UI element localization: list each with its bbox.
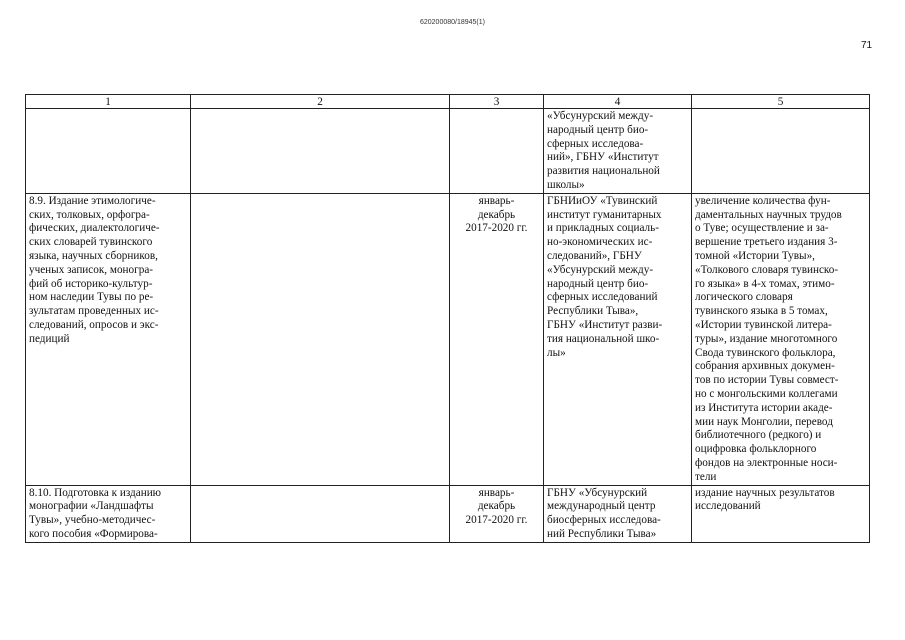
cell-text-line: из Института истории акаде- (695, 401, 833, 414)
cell-text-line: педиций (29, 332, 70, 345)
cell-text-line: следований, опросов и экс- (29, 318, 159, 331)
cell-text-line: туры», издание многотомного (695, 332, 838, 345)
table-row (26, 109, 870, 194)
cell-text-line: издание научных результатов (695, 486, 835, 499)
cell-text-line: сферных исследований (547, 291, 658, 304)
cell-text-line: ских словарей тувинского (29, 236, 153, 249)
column-header: 4 (544, 95, 692, 109)
table-row (26, 193, 870, 485)
period-cell (450, 485, 544, 542)
table-row (26, 485, 870, 542)
cell-text-line: Свода тувинского фольклора, (695, 346, 836, 359)
activity-cell (26, 193, 191, 485)
cell-text-line: 2017-2020 гг. (465, 514, 528, 527)
cell-text-line: ученых записок, моногра- (29, 263, 154, 276)
executor-cell (544, 109, 692, 194)
cell-text-line: о Туве; осуществление и за- (695, 222, 829, 235)
cell-text-line: ний Республики Тыва» (547, 527, 657, 540)
cell-text-line: международный центр (547, 500, 656, 513)
cell-text-line: народный центр био- (547, 123, 649, 136)
cell-text-line: ГБНУ «Институт разви- (547, 318, 663, 331)
cell-text-line: увеличение количества фун- (695, 194, 831, 207)
cell-text-line: языка, научных сборников, (29, 249, 158, 262)
cell-text-line: Тувы», учебно-методичес- (29, 514, 156, 527)
cell-text-line: кого пособия «Формирова- (29, 527, 158, 540)
activity-cell (26, 485, 191, 542)
result-cell (692, 109, 870, 194)
executor-cell (544, 193, 692, 485)
cell-text-line: вершение третьего издания 3- (695, 236, 838, 249)
cell-text-line: 8.9. Издание этимологиче- (29, 194, 156, 207)
cell-text-line: сферных исследова- (547, 137, 644, 150)
cell-text-line: библиотечного (редкого) и (695, 429, 822, 442)
cell-text-line: ном наследии Тувы по ре- (29, 291, 154, 304)
cell-text-line: ний», ГБНУ «Институт (547, 151, 659, 164)
cell-text-line: Республики Тыва», (547, 305, 639, 318)
cell-text-line: «Истории тувинской литера- (695, 318, 832, 331)
empty-cell (191, 109, 450, 194)
empty-cell (191, 193, 450, 485)
cell-text-line: мии наук Монголии, перевод (695, 415, 833, 428)
cell-text-line: развития национальной (547, 165, 660, 178)
cell-text-line: лы» (547, 346, 566, 359)
cell-text-line: школы» (547, 178, 585, 191)
table-header-row (26, 95, 870, 109)
cell-text-line: исследований (695, 500, 761, 513)
cell-text-line: «Убсунурский между- (547, 263, 654, 276)
cell-text-line: ГБНИиОУ «Тувинский (547, 194, 658, 207)
cell-text-line: народный центр био- (547, 277, 649, 290)
cell-text-line: ских, толковых, орфогра- (29, 208, 150, 221)
cell-text-line: оцифровка фольклорного (695, 443, 817, 456)
period-cell (450, 193, 544, 485)
plan-table (25, 94, 870, 543)
column-header: 3 (450, 95, 544, 109)
cell-text-line: монографии «Ландшафты (29, 500, 154, 513)
cell-text-line: фий об историко-культур- (29, 277, 153, 290)
cell-text-line: ГБНУ «Убсунурский (547, 486, 648, 499)
cell-text-line: но с монгольскими коллегами (695, 387, 838, 400)
period-cell (450, 109, 544, 194)
cell-text-line: институт гуманитарных (547, 208, 662, 221)
column-header: 2 (191, 95, 450, 109)
cell-text-line: декабрь (477, 500, 516, 513)
cell-text-line: тели (695, 470, 717, 483)
page-number: 71 (861, 40, 873, 51)
cell-text-line: томной «Истории Тувы», (695, 249, 815, 262)
cell-text-line: фических, диалектологиче- (29, 222, 160, 235)
column-header: 1 (26, 95, 191, 109)
cell-text-line: «Убсунурский между- (547, 110, 654, 122)
cell-text-line: декабрь (477, 208, 516, 221)
cell-text-line: январь- (478, 486, 515, 499)
cell-text-line: январь- (478, 194, 515, 207)
cell-text-line: «Толкового словаря тувинско- (695, 263, 839, 276)
document-id: 620200080/18945(1) (419, 19, 485, 26)
cell-text-line: зультатам проведенных ис- (29, 305, 159, 318)
cell-text-line: биосферных исследова- (547, 514, 661, 527)
activity-cell (26, 109, 191, 194)
empty-cell (191, 485, 450, 542)
cell-text-line: собрания архивных докумен- (695, 360, 835, 373)
cell-text-line: 2017-2020 гг. (465, 222, 528, 235)
cell-text-line: го языка» в 4-х томах, этимо- (695, 277, 835, 290)
cell-text-line: но-экономических ис- (547, 236, 653, 249)
cell-text-line: фондов на электронные носи- (695, 456, 838, 469)
cell-text-line: и прикладных социаль- (547, 222, 659, 235)
cell-text-line: логического словаря (695, 291, 793, 304)
cell-text-line: тия национальной шко- (547, 332, 660, 345)
cell-text-line: 8.10. Подготовка к изданию (29, 486, 162, 499)
cell-text-line: даментальных научных трудов (695, 208, 842, 221)
cell-text-line: следований», ГБНУ (547, 249, 642, 262)
executor-cell (544, 485, 692, 542)
result-cell (692, 485, 870, 542)
cell-text-line: тов по истории Тувы совмест- (695, 374, 839, 387)
cell-text-line: тувинского языка в 5 томах, (695, 305, 828, 318)
result-cell (692, 193, 870, 485)
column-header: 5 (692, 95, 870, 109)
